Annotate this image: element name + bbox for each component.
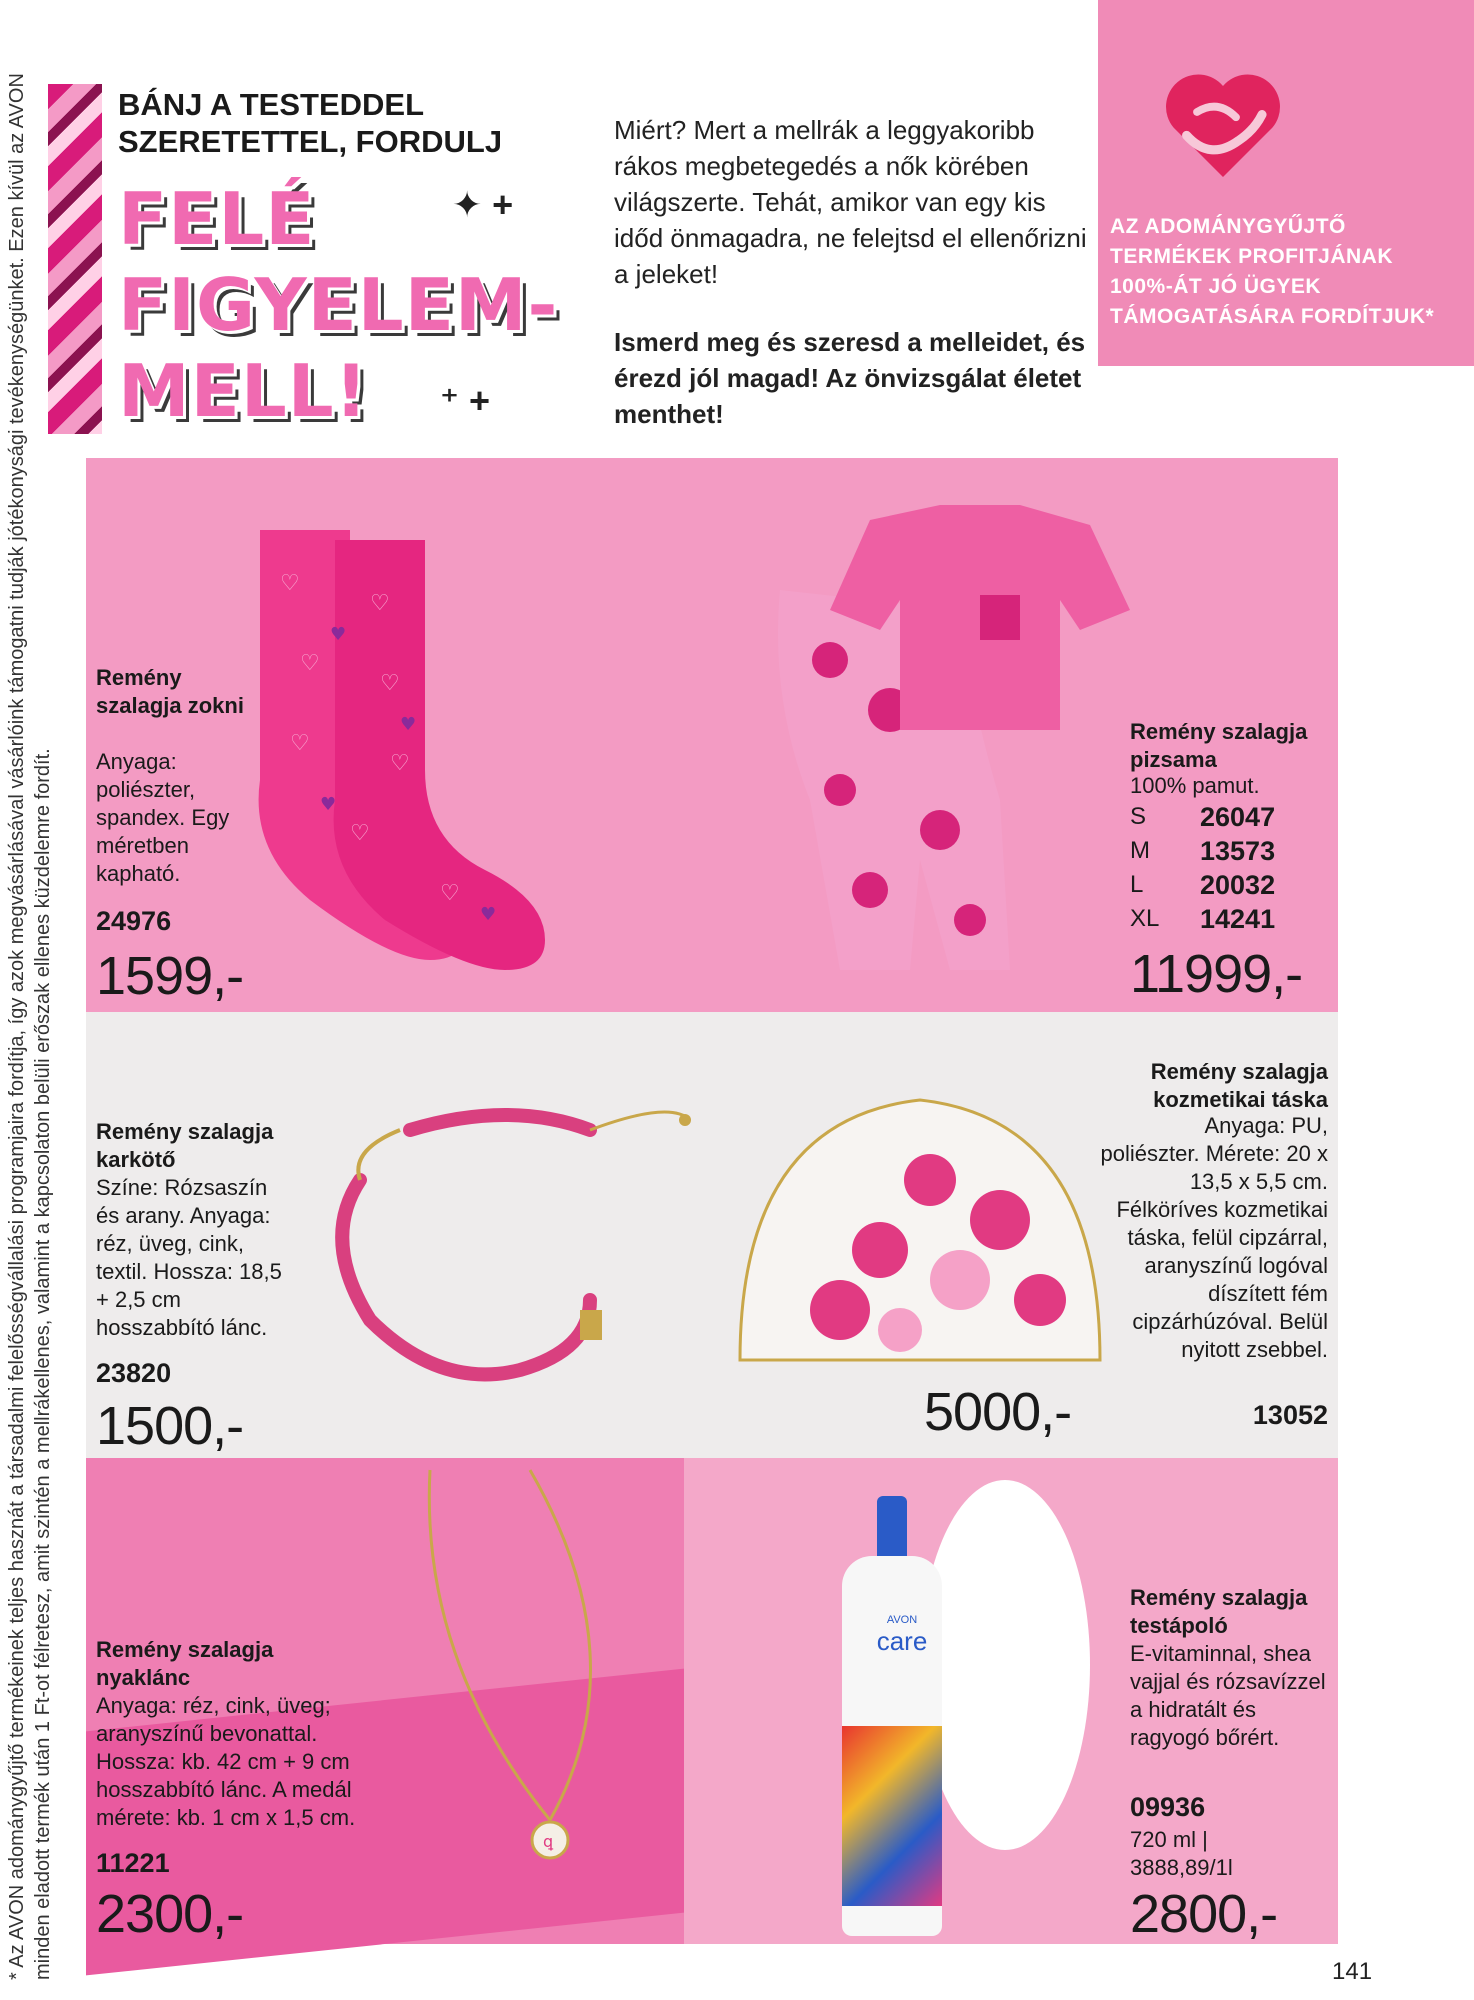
- size-row: [1130, 834, 1330, 868]
- pajama-image: [740, 500, 1140, 980]
- pajama-name: Remény szalagja pizsama: [1130, 719, 1308, 772]
- svg-text:♡: ♡: [380, 671, 400, 696]
- size-code: 20032: [1200, 870, 1276, 900]
- lotion-brand-care: care: [876, 1626, 928, 1656]
- size-label: XL: [1130, 905, 1160, 932]
- svg-text:♥: ♥: [400, 714, 417, 735]
- body-lotion-name: Remény szalagja testápoló: [1130, 1585, 1308, 1638]
- side-note: * Az AVON adománygyűjtő termékeinek teljes hasznát a társadalmi felelősségvállalási programjaira fordítja, így azok megvásárlásával vásárlóink támogatni tudják jótékonysági tevékenységünket. Ezen kívül az AVON minden eladott termék után 1 Ft-ot félretesz, amit szintén a mellrákellenes, valamint a kapcsolaton belüli erőszak ellenes küzdelemre fordít.: [6, 73, 54, 1980]
- size-row: [1130, 902, 1330, 936]
- bracelet-code: 23820: [96, 1358, 172, 1388]
- svg-text:♥: ♥: [320, 794, 337, 815]
- size-label: M: [1130, 837, 1150, 864]
- svg-text:♡: ♡: [440, 881, 460, 906]
- necklace-code: 11221: [96, 1848, 170, 1878]
- bracelet-desc: Színe: Rózsaszín és arany. Anyaga: réz, üveg, cink, textil. Hossza: 18,5 + 2,5 cm hosszabbító lánc.: [96, 1175, 282, 1340]
- svg-text:♡: ♡: [300, 651, 320, 676]
- size-code: 14241: [1200, 904, 1276, 934]
- svg-text:♥: ♥: [480, 904, 497, 925]
- intro-text: Miért? Mert a mellrák a leggyakoribb rákos megbetegedés a nők körében világszerte. Tehát, amikor van egy kis időd önmagadra, ne felejtsd el ellenőrizni a jeleket!: [614, 115, 1087, 289]
- pajama-price: 11999,-: [1130, 944, 1303, 1004]
- cosmetic-bag-code: 13052: [1252, 1400, 1328, 1430]
- svg-text:♡: ♡: [390, 751, 410, 776]
- size-row: [1130, 868, 1330, 902]
- heart-hug-icon: [1158, 60, 1288, 190]
- socks-desc: Anyaga: poliészter, spandex. Egy méretben kapható.: [96, 749, 230, 886]
- bracelet-price: 1500,-: [96, 1396, 244, 1456]
- lotion-bottle: [822, 1496, 962, 1936]
- necklace-image: [400, 1460, 680, 1880]
- cosmetic-bag-desc: Anyaga: PU, poliészter. Mérete: 20 x 13,5 x 5,5 cm. Félköríves kozmetikai táska, felül cipzárral, aranyszínű logóval díszített fém cipzárhúzóval. Belül nyitott zsebbel.: [1100, 1113, 1328, 1362]
- body-lotion-desc: E-vitaminnal, shea vajjal és rózsavízzel a hidratált és ragyogó bőrért.: [1130, 1641, 1326, 1750]
- necklace-name: Remény szalagja nyaklánc: [96, 1637, 274, 1690]
- svg-text:♡: ♡: [350, 821, 370, 846]
- headline-small: BÁNJ A TESTEDDEL SZERETETTEL, FORDULJ: [118, 87, 503, 159]
- bracelet-image: [290, 1070, 710, 1410]
- pajama-size-list: [1130, 800, 1330, 936]
- body-lotion-price: 2800,-: [1130, 1884, 1278, 1944]
- cosmetic-bag-price: 5000,-: [924, 1382, 1072, 1442]
- socks-code: 24976: [96, 906, 172, 936]
- body-lotion-code: 09936: [1130, 1792, 1206, 1822]
- size-row: [1130, 800, 1330, 834]
- size-label: L: [1130, 871, 1144, 898]
- svg-text:♡: ♡: [280, 571, 300, 596]
- page-number: 141: [1332, 1958, 1373, 1985]
- intro-bold-text: Ismerd meg és szeresd a melleidet, és érezd jól magad! Az önvizsgálat életet menthet!: [614, 327, 1086, 429]
- lotion-brand-avon: AVON: [886, 1614, 918, 1626]
- cosmetic-bag-name: Remény szalagja kozmetikai táska: [1150, 1059, 1328, 1112]
- svg-text:♡: ♡: [370, 591, 390, 616]
- socks-image: [240, 520, 570, 970]
- donation-text: AZ ADOMÁNYGYŰJTŐ TERMÉKEK PROFITJÁNAK 100%-ÁT JÓ ÜGYEK TÁMOGATÁSÁRA FORDÍTJUK*: [1110, 215, 1435, 328]
- headline-big: FELÉ FIGYELEM-MELL!: [118, 177, 559, 433]
- pajama-desc: 100% pamut.: [1130, 773, 1260, 798]
- necklace-desc: Anyaga: réz, cink, üveg; aranyszínű bevonattal. Hossza: kb. 42 cm + 9 cm hosszabbító lánc. A medál mérete: kb. 1 cm x 1,5 cm.: [96, 1693, 356, 1830]
- svg-text:ꝗ: ꝗ: [543, 1832, 554, 1851]
- size-label: S: [1130, 803, 1147, 830]
- necklace-price: 2300,-: [96, 1884, 244, 1944]
- socks-name: Remény szalagja zokni: [96, 665, 244, 718]
- bracelet-name: Remény szalagja karkötő: [96, 1119, 274, 1172]
- cosmetic-bag-image: [730, 1080, 1110, 1390]
- size-code: 26047: [1200, 802, 1276, 832]
- body-lotion-volume: 720 ml | 3888,89/1l: [1130, 1827, 1233, 1880]
- socks-price: 1599,-: [96, 946, 244, 1006]
- sparkle-icon: ✦ +: [452, 184, 514, 225]
- decorative-strip: [48, 84, 102, 434]
- sparkle-icon: ⁺ +: [440, 380, 491, 421]
- size-code: 13573: [1200, 836, 1276, 866]
- svg-text:♥: ♥: [330, 624, 347, 645]
- svg-text:♡: ♡: [290, 731, 310, 756]
